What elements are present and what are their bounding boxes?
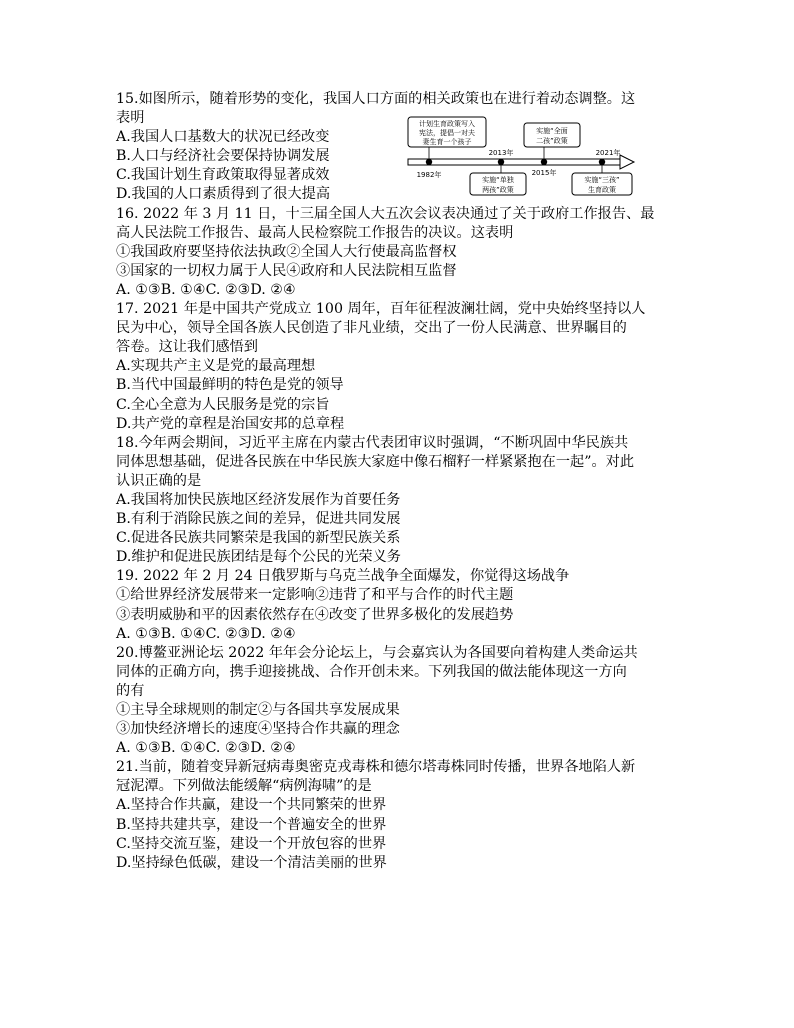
policy-box-2015-line2: 二孩”政策 xyxy=(536,137,568,145)
event-dot-2013 xyxy=(498,159,504,165)
q16-answer-choices: A. ①③B. ①④C. ②③D. ②④ xyxy=(116,281,296,298)
q20-statements-2: ③加快经济增长的速度④坚持合作共赢的理念 xyxy=(116,721,400,738)
q21-option-a: A.坚持合作共赢，建设一个共同繁荣的世界 xyxy=(116,797,387,814)
q15-stem-line2: 表明 xyxy=(116,110,145,127)
q15-option-c: C.我国计划生育政策取得显著成效 xyxy=(116,167,330,184)
q20-stem-line1: 20.博鳌亚洲论坛 2022 年年会分论坛上，与会嘉宾认为各国要向着构建人类命运共 xyxy=(116,644,638,661)
q19-answer-choices: A. ①③B. ①④C. ②③D. ②④ xyxy=(116,625,296,642)
q15-option-d: D.我国的人口素质得到了很大提高 xyxy=(116,186,331,203)
q15-stem-line1: 15.如图所示，随着形势的变化，我国人口方面的相关政策也在进行着动态调整。这 xyxy=(116,91,636,107)
policy-box-2013-line2: 两孩”政策 xyxy=(482,186,514,194)
q17-option-d: D.共产党的章程是治国安邦的总章程 xyxy=(116,415,345,432)
q15-option-a: A.我国人口基数大的状况已经改变 xyxy=(116,129,330,146)
q16-statements-1: ①我国政府要坚持依法执政②全国人大行使最高监督权 xyxy=(116,243,457,260)
policy-box-2015-line1: 实施“全面 xyxy=(536,127,568,135)
event-dot-1982 xyxy=(426,159,432,165)
q16-statements-2: ③国家的一切权力属于人民④政府和人民法院相互监督 xyxy=(116,262,457,279)
q21-stem-line1: 21.当前，随着变异新冠病毒奥密克戎毒株和德尔塔毒株同时传播，世界各地陷人新 xyxy=(116,759,636,776)
q19-statements-1: ①给世界经济发展带来一定影响②违背了和平与合作的时代主题 xyxy=(116,587,514,604)
q18-option-b: B.有利于消除民族之间的差异，促进共同发展 xyxy=(116,511,401,528)
population-policy-timeline-figure xyxy=(402,115,642,197)
q15-option-b: B.人口与经济社会要保持协调发展 xyxy=(116,148,330,165)
q18-stem-line2: 同体思想基础，促进各民族在中华民族大家庭中像石榴籽一样紧紧抱在一起”。对此 xyxy=(116,453,635,470)
year-label-1982: 1982年 xyxy=(416,171,442,179)
year-label-2013: 2013年 xyxy=(488,149,514,157)
policy-box-2013-line1: 实施“单独 xyxy=(482,176,514,184)
q17-option-a: A.实现共产主义是党的最高理想 xyxy=(116,358,316,375)
q18-option-a: A.我国将加快民族地区经济发展作为首要任务 xyxy=(116,491,401,508)
q19-stem-line1: 19. 2022 年 2 月 24 日俄罗斯与乌克兰战争全面爆发，你觉得这场战争 xyxy=(116,568,570,585)
q19-statements-2: ③表明威胁和平的因素依然存在④改变了世界多极化的发展趋势 xyxy=(116,606,514,623)
policy-box-2021-line2: 生育政策 xyxy=(588,186,616,194)
timeline-arrow-head xyxy=(620,155,634,169)
q18-option-d: D.维护和促进民族团结是每个公民的光荣义务 xyxy=(116,549,401,566)
event-dot-2015 xyxy=(541,159,547,165)
policy-box-1982-line3: 妻生育一个孩子 xyxy=(422,138,472,146)
timeline-bar xyxy=(408,159,620,165)
exam-page xyxy=(116,90,686,873)
q18-option-c: C.促进各民族共同繁荣是我国的新型民族关系 xyxy=(116,530,401,547)
event-dot-2021 xyxy=(599,159,605,165)
timeline-svg xyxy=(402,115,642,197)
q18-stem-line1: 18.今年两会期间，习近平主席在内蒙古代表团审议时强调，“不断巩固中华民族共 xyxy=(116,434,629,451)
q20-answer-choices: A. ①③B. ①④C. ②③D. ②④ xyxy=(116,740,296,757)
q21-option-c: C.坚持交流互鉴，建设一个开放包容的世界 xyxy=(116,835,387,852)
policy-box-2021-line1: 实施“三孩” xyxy=(584,176,620,184)
q21-option-d: D.坚持绿色低碳，建设一个清洁美丽的世界 xyxy=(116,854,387,871)
q21-option-b: B.坚持共建共享，建设一个普遍安全的世界 xyxy=(116,816,387,833)
q17-option-b: B.当代中国最鲜明的特色是党的领导 xyxy=(116,377,344,394)
q17-stem-line1: 17. 2021 年是中国共产党成立 100 周年，百年征程波澜壮阔，党中央始终坚持以人 xyxy=(116,301,646,318)
year-label-2021: 2021年 xyxy=(595,149,621,157)
q16-stem-line1: 16. 2022 年 3 月 11 日，十三届全国人大五次会议表决通过了关于政府工作报告、最 xyxy=(116,205,655,222)
q16-stem-line2: 高人民法院工作报告、最高人民检察院工作报告的决议。这表明 xyxy=(116,224,514,241)
year-label-2015: 2015年 xyxy=(531,169,557,177)
q17-stem-line3: 答卷。这让我们感悟到 xyxy=(116,339,258,356)
q20-statements-1: ①主导全球规则的制定②与各国共享发展成果 xyxy=(116,702,400,718)
q17-option-c: C.全心全意为人民服务是党的宗旨 xyxy=(116,396,330,413)
policy-box-1982-line2: 宪法，提倡一对夫 xyxy=(419,129,475,137)
q18-stem-line3: 认识正确的是 xyxy=(116,472,202,489)
q21-stem-line2: 冠泥潭。下列做法能缓解“病例海啸”的是 xyxy=(116,778,372,795)
q20-stem-line3: 的有 xyxy=(116,682,145,699)
policy-box-1982-line1: 计划生育政策写入 xyxy=(419,120,475,128)
q17-stem-line2: 民为中心，领导全国各族人民创造了非凡业绩，交出了一份人民满意、世界瞩目的 xyxy=(116,320,627,337)
q20-stem-line2: 同体的正确方向，携手迎接挑战、合作开创未来。下列我国的做法能体现这一方向 xyxy=(116,663,627,680)
